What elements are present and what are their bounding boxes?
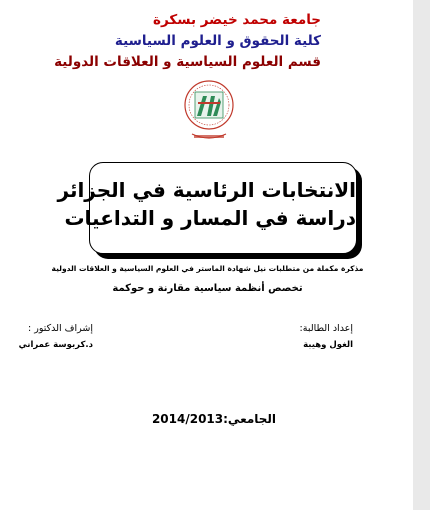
- faculty-name: كلية الحقوق و العلوم السياسية: [114, 33, 321, 49]
- degree-purpose-note: مذكرة مكملة من متطلبات نيل شهادة الماستر في العلوم السياسية و العلاقات الدولية: [51, 264, 364, 273]
- thesis-title-line-2: دراسة في المسار و التداعيات: [64, 206, 356, 230]
- thesis-title-box: [57, 162, 357, 254]
- thesis-title-line-1: الانتخابات الرئاسية في الجزائر: [57, 178, 356, 202]
- header-block: [21, 10, 321, 73]
- university-seal-icon: [180, 78, 238, 146]
- student-name: الغول وهيبة: [303, 340, 353, 350]
- specialty-note: تخصص أنظمة سياسية مقارنة و حوكمة: [112, 283, 303, 294]
- department-name: قسم العلوم السياسية و العلاقات الدولية: [54, 54, 321, 70]
- prepared-by-label: إعداد الطالبة:: [299, 323, 353, 334]
- university-name: جامعة محمد خيضر بسكرة: [153, 12, 321, 28]
- supervisor-label: إشراف الدكتور :: [28, 323, 93, 334]
- vertical-scrollbar[interactable]: [413, 0, 430, 510]
- academic-year: الجامعي:2014/2013: [151, 412, 277, 426]
- supervisor-name: د.كربوسة عمراني: [18, 340, 93, 350]
